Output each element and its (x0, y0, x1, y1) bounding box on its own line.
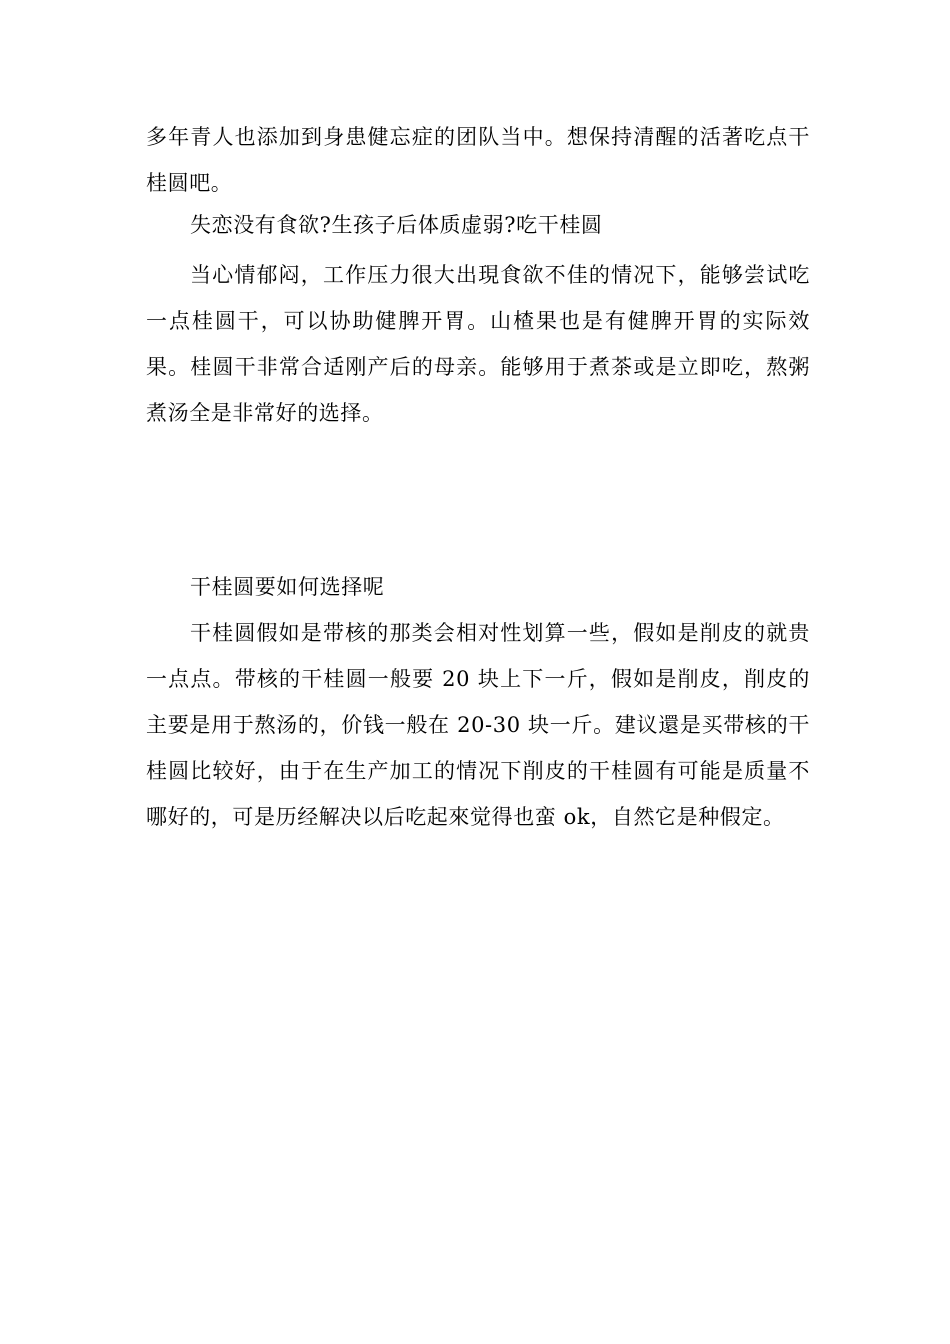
paragraph-memory: 多年青人也添加到身患健忘症的团队当中。想保持清醒的活著吃点干桂圆吧。 (146, 125, 810, 195)
section-heading-appetite: 失恋没有食欲?生孩子后体质虚弱?吃干桂圆 (190, 213, 603, 237)
paragraph-selection: 干桂圆假如是带核的那类会相对性划算一些，假如是削皮的就贵一点点。带核的干桂圆一般要 20 块上下一斤，假如是削皮，削皮的主要是用于熬汤的，价钱一般在 20-30 块一斤。建议還是买带核的干桂圆比较好，由于在生产加工的情况下削皮的干桂圆有可能是质量不哪好的，可是历经解决以后吃起來觉得也蛮 ok，自然它是种假定。 (146, 621, 810, 829)
section-heading-selection: 干桂圆要如何选择呢 (190, 575, 385, 599)
paragraph-appetite: 当心情郁闷，工作压力很大出現食欲不佳的情况下，能够尝试吃一点桂圆干，可以协助健脾开胃。山楂果也是有健脾开胃的实际效果。桂圆干非常合适刚产后的母亲。能够用于煮茶或是立即吃，熬粥煮汤全是非常好的选择。 (146, 263, 810, 425)
